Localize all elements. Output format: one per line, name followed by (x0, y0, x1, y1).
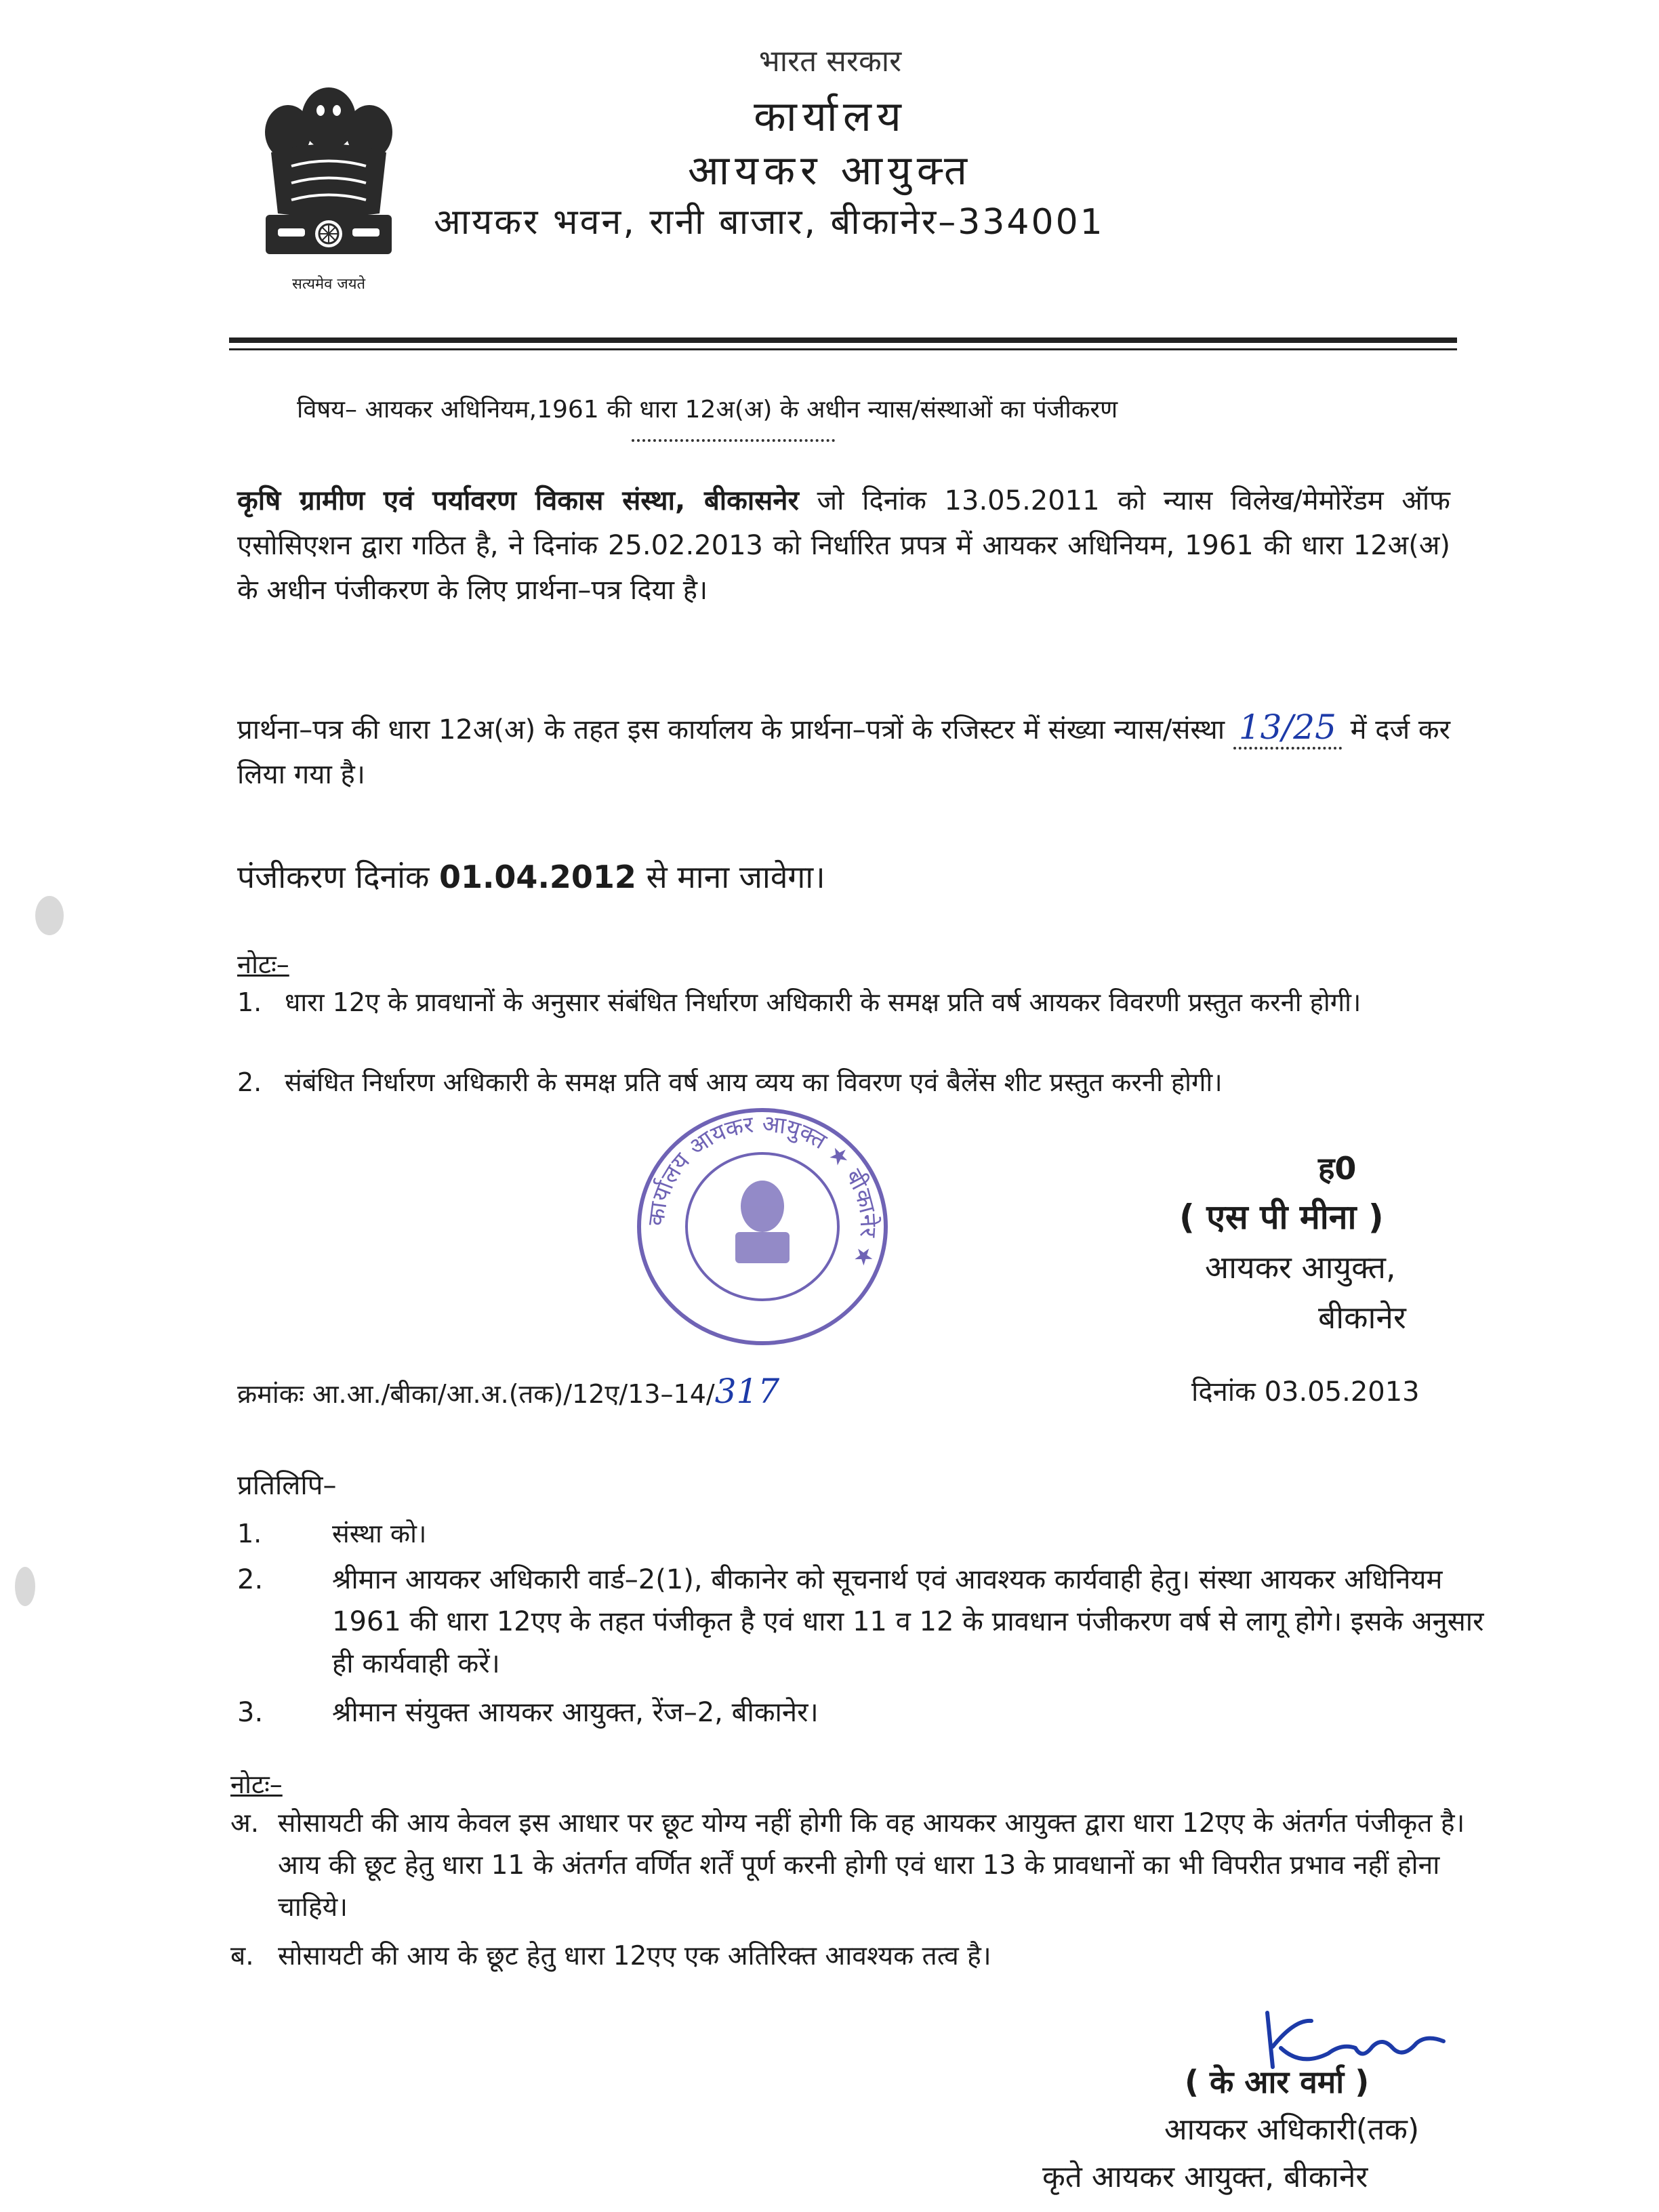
note-item (230, 1803, 1477, 1929)
national-emblem (251, 71, 407, 295)
reference-date: दिनांक 03.05.2013 (1191, 1376, 1420, 1408)
note-number: 1. (237, 987, 262, 1017)
signatory-place: बीकानेर (1318, 1299, 1406, 1336)
govt-line: भारत सरकार (758, 44, 902, 79)
paragraph-registration-date (237, 855, 825, 897)
paragraph-register-text: प्रार्थना–पत्र की धारा 12अ(अ) के तहत इस कार्यालय के प्रार्थना–पत्रों के रजिस्टर में संख्या न्यास/संस्था (237, 714, 1225, 745)
commissioner-line: आयकर आयुक्त (687, 147, 973, 194)
register-number: 13/25 (1233, 708, 1342, 750)
copy-text: संस्था को। (332, 1519, 427, 1549)
copy-number: 2. (237, 1564, 264, 1595)
note-number: 2. (237, 1067, 262, 1097)
registration-date: 01.04.2012 (438, 859, 636, 895)
officer-for: कृते आयकर आयुक्त, बीकानेर (1042, 2160, 1368, 2194)
note-text: धारा 12ए के प्रावधानों के अनुसार संबंधित निर्धारण अधिकारी के समक्ष प्रति वर्ष आयकर विवरणी प्रस्तुत करनी होगी। (285, 987, 1361, 1017)
punch-hole-mark (15, 1567, 35, 1606)
address-line: आयकर भवन, रानी बाजार, बीकानेर–334001 (434, 202, 1105, 243)
paragraph-register (237, 705, 1450, 797)
copy-text: श्रीमान संयुक्त आयकर आयुक्त, रेंज–2, बीकानेर। (332, 1697, 819, 1728)
copy-item (237, 1513, 1457, 1555)
note-item (230, 1936, 1477, 1978)
note-number: ब. (230, 1941, 254, 1971)
paragraph-application-text: जो दिनांक 13.05.2011 को न्यास विलेख/मेमोरेंडम ऑफ एसोसिएशन द्वारा गठित है, ने दिनांक 25.02.2013 को निर्धारित प्रपत्र में आयकर अधिनियम, 1961 की धारा 12अ(अ) के अधीन पंजीकरण के लिए प्रार्थना–पत्र दिया है। (237, 485, 1451, 606)
signatory-name: ( एस पी मीना ) (1179, 1197, 1384, 1237)
punch-hole-mark (35, 896, 64, 935)
reference-number (237, 1372, 779, 1411)
note-text: सोसायटी की आय के छूट हेतु धारा 12एए एक अतिरिक्त आवश्यक तत्व है। (278, 1941, 991, 1971)
note-text: सोसायटी की आय केवल इस आधार पर छूट योग्य नहीं होगी कि वह आयकर आयुक्त द्वारा धारा 12एए के अंतर्गत पंजीकृत है। आय की छूट हेतु धारा 11 के अंतर्गत वर्णित शर्तें पूर्ण करनी होगी एवं धारा 13 के प्रावधानों का भी विपरीत प्रभाव नहीं होना चाहिये। (278, 1808, 1465, 1923)
paragraph-application (237, 478, 1450, 613)
registration-date-label: पंजीकरण दिनांक (237, 859, 430, 895)
registration-date-end: से माना जावेगा। (646, 859, 825, 895)
reference-number-text: क्रमांकः आ.आ./बीका/आ.अ.(तक)/12ए/13–14/ (237, 1379, 715, 1409)
header-rule (229, 337, 1457, 343)
emblem-motto: सत्यमेव जयते (291, 276, 366, 293)
copy-item (237, 1559, 1491, 1685)
officer-designation: आयकर अधिकारी(तक) (1164, 2112, 1420, 2147)
ashoka-lions-icon (251, 71, 407, 274)
copy-number: 3. (237, 1697, 264, 1728)
notes-heading: नोटः– (237, 949, 289, 979)
signatory-designation: आयकर आयुक्त, (1205, 1249, 1396, 1286)
copy-number: 1. (237, 1519, 262, 1549)
copy-heading: प्रतिलिपि– (237, 1470, 337, 1501)
office-line: कार्यालय (754, 91, 907, 141)
note-item (237, 1061, 1457, 1103)
dispatch-number: 317 (714, 1372, 780, 1411)
header-rule-thin (229, 348, 1457, 350)
note-text: संबंधित निर्धारण अधिकारी के समक्ष प्रति वर्ष आय व्यय का विवरण एवं बैलेंस शीट प्रस्तुत करनी होगी। (285, 1067, 1223, 1097)
office-seal-stamp (634, 1105, 891, 1349)
officer-name: ( के आर वर्मा ) (1185, 2064, 1370, 2100)
subject-line: विषय– आयकर अधिनियम,1961 की धारा 12अ(अ) के अधीन न्यास/संस्थाओं का पंजीकरण (297, 396, 1118, 424)
note-item (237, 981, 1457, 1023)
note-number: अ. (230, 1808, 260, 1839)
subject-underline (632, 439, 835, 442)
signature-sd: ह0 (1318, 1150, 1357, 1187)
paragraph-register-end: में दर्ज कर लिया गया है। (237, 714, 1450, 790)
organisation-name: कृषि ग्रामीण एवं पर्यावरण विकास संस्था, बीकासनेर (237, 485, 799, 516)
copy-item (237, 1692, 1457, 1734)
copy-text: श्रीमान आयकर अधिकारी वार्ड–2(1), बीकानेर को सूचनार्थ एवं आवश्यक कार्यवाही हेतु। संस्था आयकर अधिनियम 1961 की धारा 12एए के तहत पंजीकृत है एवं धारा 11 व 12 के प्रावधान पंजीकरण वर्ष से लागू होगे। इसके अनुसार ही कार्यवाही करें। (332, 1564, 1484, 1679)
stamp-text: कार्यालय आयकर आयुक्त ★ बीकानेर ★ (642, 1110, 882, 1271)
notes-heading: नोटः– (230, 1769, 283, 1799)
